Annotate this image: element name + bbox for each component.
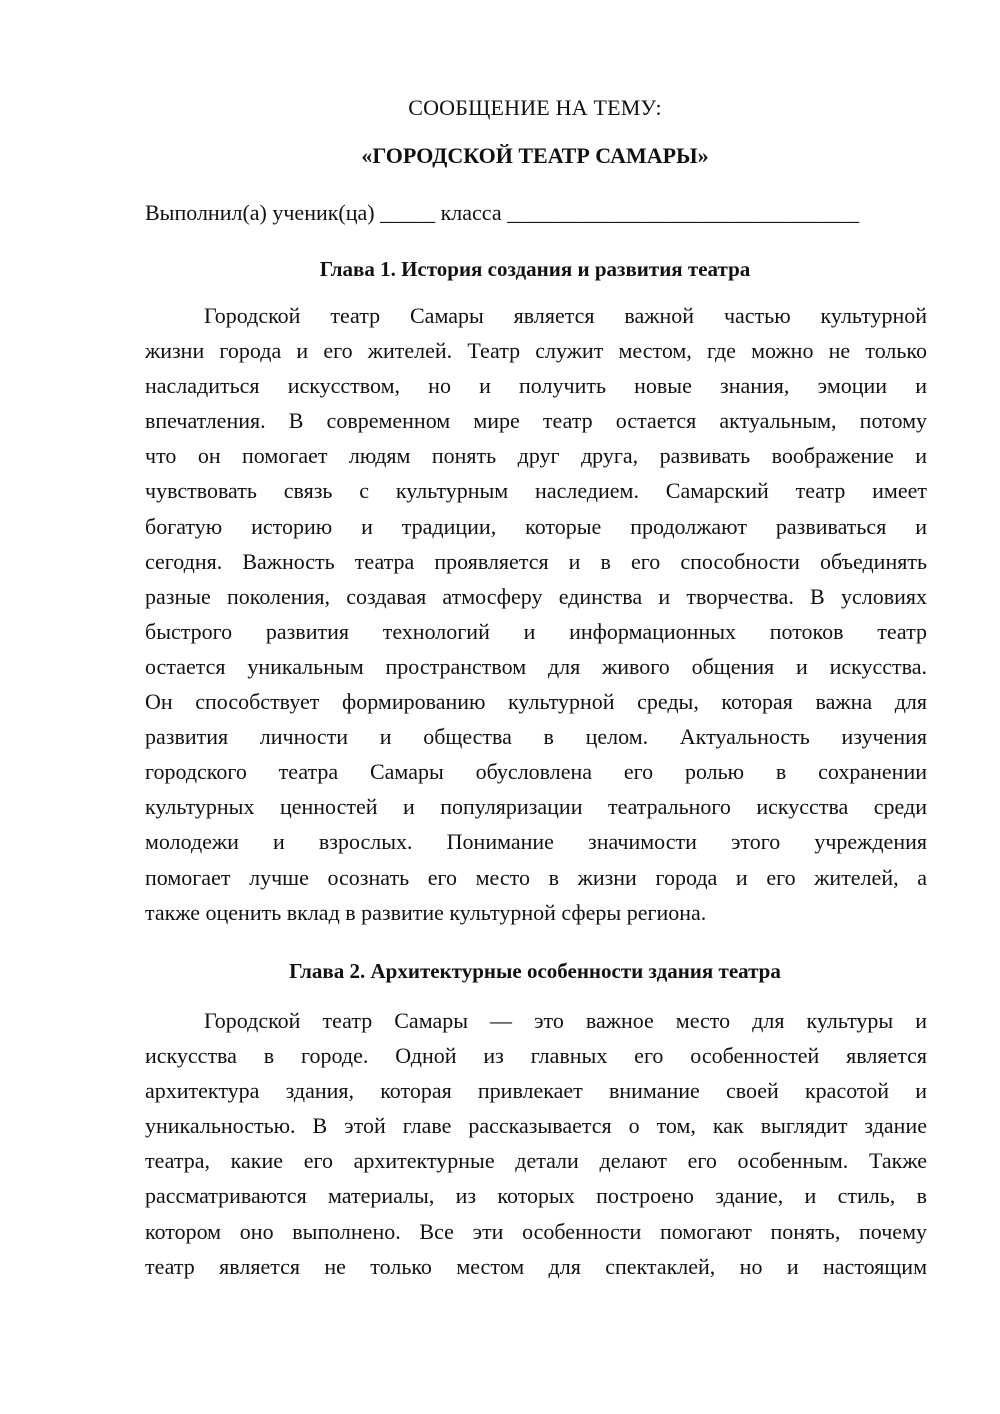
paragraph-line: разные поколения, создавая атмосферу единства и творчества. В условиях [145,583,927,609]
paragraph-line: насладиться искусством, но и получить новые знания, эмоции и [145,373,927,399]
paragraph-line: искусства в городе. Одной из главных его особенностей является [145,1043,927,1069]
paragraph-line: помогает лучше осознать его место в жизни города и его жителей, а [145,864,927,890]
title-line-2: «ГОРОДСКОЙ ТЕАТР САМАРЫ» [361,143,709,168]
paragraph-line: что он помогает людям понять друг друга, развивать воображение и [145,443,927,469]
paragraph-line: быстрого развития технологий и информационных потоков театр [145,618,927,644]
paragraph-line: котором оно выполнено. Все эти особенности помогают понять, почему [145,1218,927,1244]
paragraph-line: остается уникальным пространством для живого общения и искусства. [145,653,927,679]
paragraph-line: развития личности и общества в целом. Актуальность изучения [145,724,927,750]
paragraph-line: городского театра Самары обусловлена его ролью в сохранении [145,759,927,785]
author-line: Выполнил(а) ученик(ца) _____ класса ________________________________ [145,200,860,225]
paragraph-line: чувствовать связь с культурным наследием. Самарский театр имеет [145,478,927,504]
paragraph-line: впечатления. В современном мире театр остается актуальным, потому [145,408,927,434]
paragraph-line: сегодня. Важность театра проявляется и в его способности объединять [145,548,927,574]
chapter-1-heading: Глава 1. История создания и развития театра [319,257,751,281]
paragraph-line: рассматриваются материалы, из которых построено здание, и стиль, в [145,1183,927,1209]
paragraph-line: уникальностью. В этой главе рассказывается о том, как выглядит здание [145,1113,927,1139]
paragraph-line: Он способствует формированию культурной среды, которая важна для [145,689,927,715]
chapter-1-paragraph [145,298,927,930]
paragraph-line: Городской театр Самары — это важное место для культуры и [204,1008,927,1033]
paragraph-line: богатую историю и традиции, которые продолжают развиваться и [145,513,927,539]
paragraph-line: жизни города и его жителей. Театр служит местом, где можно не только [145,338,927,364]
title-line-1: СООБЩЕНИЕ НА ТЕМУ: [408,95,662,120]
paragraph-line: театра, какие его архитектурные детали делают его особенным. Также [145,1148,927,1174]
paragraph-line: культурных ценностей и популяризации театрального искусства среди [145,794,927,820]
paragraph-line: архитектура здания, которая привлекает внимание своей красотой и [145,1078,927,1104]
chapter-2-paragraph [145,1003,927,1284]
chapter-2-heading: Глава 2. Архитектурные особенности здания театра [289,959,781,983]
paragraph-line: театр является не только местом для спектаклей, но и настоящим [145,1253,927,1279]
paragraph-line: молодежи и взрослых. Понимание значимости этого учреждения [145,829,927,855]
paragraph-line: Городской театр Самары является важной частью культурной [204,303,927,328]
paragraph-line: также оценить вклад в развитие культурной сферы региона. [145,899,707,925]
